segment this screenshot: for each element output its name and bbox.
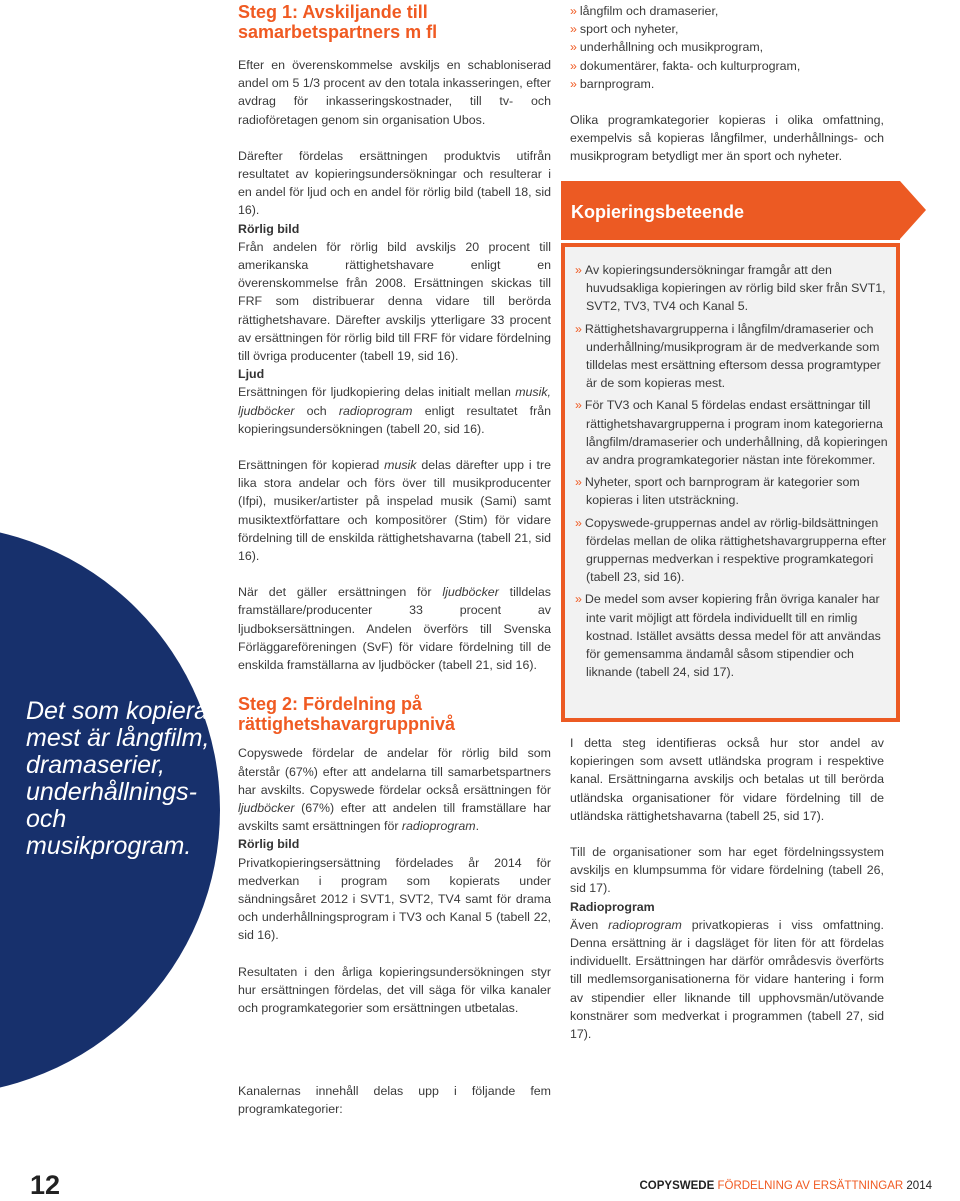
- step1-ljudbok-text: När det gäller ersättningen för ljudböcker tilldelas framställare/producenter 33 procent av ljudboksersättningen. Andelen överförs till Svenska Förläggareföreningen (SvF) för vidare fördelning till de enskilda framställarna av ljudböcker (tabell 21, sid 16).: [238, 585, 551, 673]
- list-item: » Rättighetshavargrupperna i långfilm/dramaserier och underhållning/musikprogram är de medverkande som tilldelas mest ersättning eftersom dessa programtyper är de som kopieras mest.: [575, 321, 881, 391]
- step1-title: Steg 1: Avskiljande till samarbetspartners m fl: [238, 2, 438, 42]
- step1-rorlig-heading: Rörlig bild: [238, 221, 300, 236]
- step1-paragraph-1: Efter en överenskommelse avskiljs en schabloniserad andel om 5 1/3 procent av den totala inkasseringen, efter avdrag för inkasseringskostnader, till tv- och radioföretagen genom sin organisation Ubos.: [238, 58, 551, 127]
- list-item: » För TV3 och Kanal 5 fördelas endast ersättningar till rättighetshavargrupperna i program inom kategorierna långfilm/dramaserier och underhållning, då kopieringen av andra programkategorier nästan inte förekommer.: [575, 398, 888, 468]
- step2-paragraph-3: Resultaten i den årliga kopieringsundersökningen styr hur ersättningen fördelas, det vill säga för vilka kanaler och programkategorier som ersättningen utbetalas.: [238, 964, 551, 1015]
- list-item: » sport och nyheter,: [570, 22, 679, 37]
- step1-ljud-text: Ersättningen för ljudkopiering delas initialt mellan musik, ljudböcker och radioprogram enligt resultatet från kopieringsundersökningen (tabell 20, sid 16).: [238, 385, 551, 436]
- lump-sum-paragraph: Till de organisationer som har eget fördelningssystem avskiljs en klumpsumma för vidare fördelning (tabell 26, sid 17).: [570, 845, 884, 896]
- list-item: » Av kopieringsundersökningar framgår att den huvudsakliga kopieringen av rörlig bild sker från SVT1, SVT2, TV3, TV4 och Kanal 5.: [575, 263, 886, 314]
- step2-rorlig-heading: Rörlig bild: [238, 837, 300, 852]
- middle-column: [238, 2, 551, 1017]
- step1-paragraph-2: Därefter fördelas ersättningen produktvis utifrån resultatet av kopieringsundersökningar och resulterar i en andel för ljud och en andel för rörlig bild (tabell 18, sid 16).: [238, 148, 551, 218]
- step2-paragraph-1: Copyswede fördelar de andelar för rörlig bild som återstår (67%) efter att andelarna till samarbetspartners har avskilts. Copyswede fördelar också ersättningen för ljudböcker (67%) efter att andelen till framställare har avskilts samt ersättningen för radioprogram.: [238, 746, 551, 834]
- list-item: » De medel som avser kopiering från övriga kanaler har inte varit möjligt att fördela individuellt till en rimlig kostnad. Istället avsätts dessa medel för att användas för gemensamma ändamål såsom stipendier och liknande (tabell 24, sid 17).: [575, 592, 881, 680]
- step1-rorlig-text: Från andelen för rörlig bild avskiljs 20 procent till amerikanska rättighetshavare enligt en överenskommelse från 2008. Ersättningen skickas till FRF som distribuerar denna vidare till berörda rättighetshavare. Därefter avskiljs ytterligare 33 procent av ersättningen för rörlig bild till FRF för vidare fördelning till övriga producenter (tabell 19, sid 16).: [238, 239, 551, 364]
- list-item: » långfilm och dramaserier,: [570, 4, 719, 18]
- kopieringsbeteende-box: [561, 243, 900, 722]
- footer-brand: COPYSWEDE FÖRDELNING AV ERSÄTTNINGAR 2014: [639, 1180, 932, 1192]
- box-header-arrow: [900, 181, 926, 239]
- pull-quote: Det som kopieras mest är långfilm, dramaserier, underhållnings- och musikprogram.: [26, 697, 221, 860]
- list-item: » barnprogram.: [570, 76, 655, 91]
- step2-rorlig-text: Privatkopieringsersättning fördelades år 2014 för medverkan i program som kopierats under sändningsåret 2012 i SVT1, SVT2, TV4 samt för drama och underhållningsprogram i TV3 och Kanal 5 (tabell 22, sid 16).: [238, 855, 551, 943]
- list-item: » underhållning och musikprogram,: [570, 40, 764, 55]
- step2-title: Steg 2: Fördelning på rättighetshavargruppnivå: [238, 694, 456, 735]
- box-header: [561, 181, 900, 240]
- step1-ljud-heading: Ljud: [238, 367, 265, 382]
- box-list: [575, 261, 888, 681]
- list-item: » Nyheter, sport och barnprogram är kategorier som kopieras i liten utsträckning.: [575, 475, 860, 508]
- list-item: » dokumentärer, fakta- och kulturprogram,: [570, 58, 801, 73]
- box-title: Kopieringsbeteende: [571, 202, 745, 222]
- box-content: [565, 247, 896, 718]
- radio-heading: Radioprogram: [570, 899, 655, 914]
- right-lower-column: [570, 734, 884, 1043]
- step1-musik-text: Ersättningen för kopierad musik delas därefter upp i tre lika stora andelar och förs över till musikproducenter (Ifpi), musiker/artister på inspelad musik (Sami) samt musiktextförfattare och kompositörer (Stim) för vidare fördelning till de enskilda rättighetshavarna (tabell 21, sid 16).: [238, 458, 552, 564]
- list-item: » Copyswede-gruppernas andel av rörlig-bildsättningen fördelas mellan de olika rättighetshavargrupperna efter gruppernas medverkan i respektive programkategori (tabell 23, sid 16).: [575, 515, 887, 585]
- step2-paragraph-4: Kanalernas innehåll delas upp i följande fem programkategorier:: [238, 1084, 551, 1117]
- radio-text: Även radioprogram privatkopieras i viss omfattning. Denna ersättning är i dagsläget för liten för att fördelas individuellt. Ersättningen har därför områdesvis överförts till medlemsorganisationerna för vidare hantering i form av stipendier eller liknande till upphovsmän/utövande konstnärer som medverkat i programmen (tabell 27, sid 17).: [570, 917, 885, 1042]
- foreign-paragraph: I detta steg identifieras också hur stor andel av kopieringen som avsett utländska program i respektive kanal. Ersättningarna avskiljs och betalas ut till berörda utländska organisationer för vidare fördelning till de utländska rättighetshavarna (tabell 25, sid 17).: [570, 736, 884, 823]
- categories-note: Olika programkategorier kopieras i olika omfattning, exempelvis så kopieras långfilmer, underhållnings- och musikprogram betydligt mer än sport och nyheter.: [570, 113, 884, 164]
- category-list: [570, 2, 884, 93]
- right-column: [570, 2, 884, 166]
- page-number: 12: [30, 1170, 61, 1200]
